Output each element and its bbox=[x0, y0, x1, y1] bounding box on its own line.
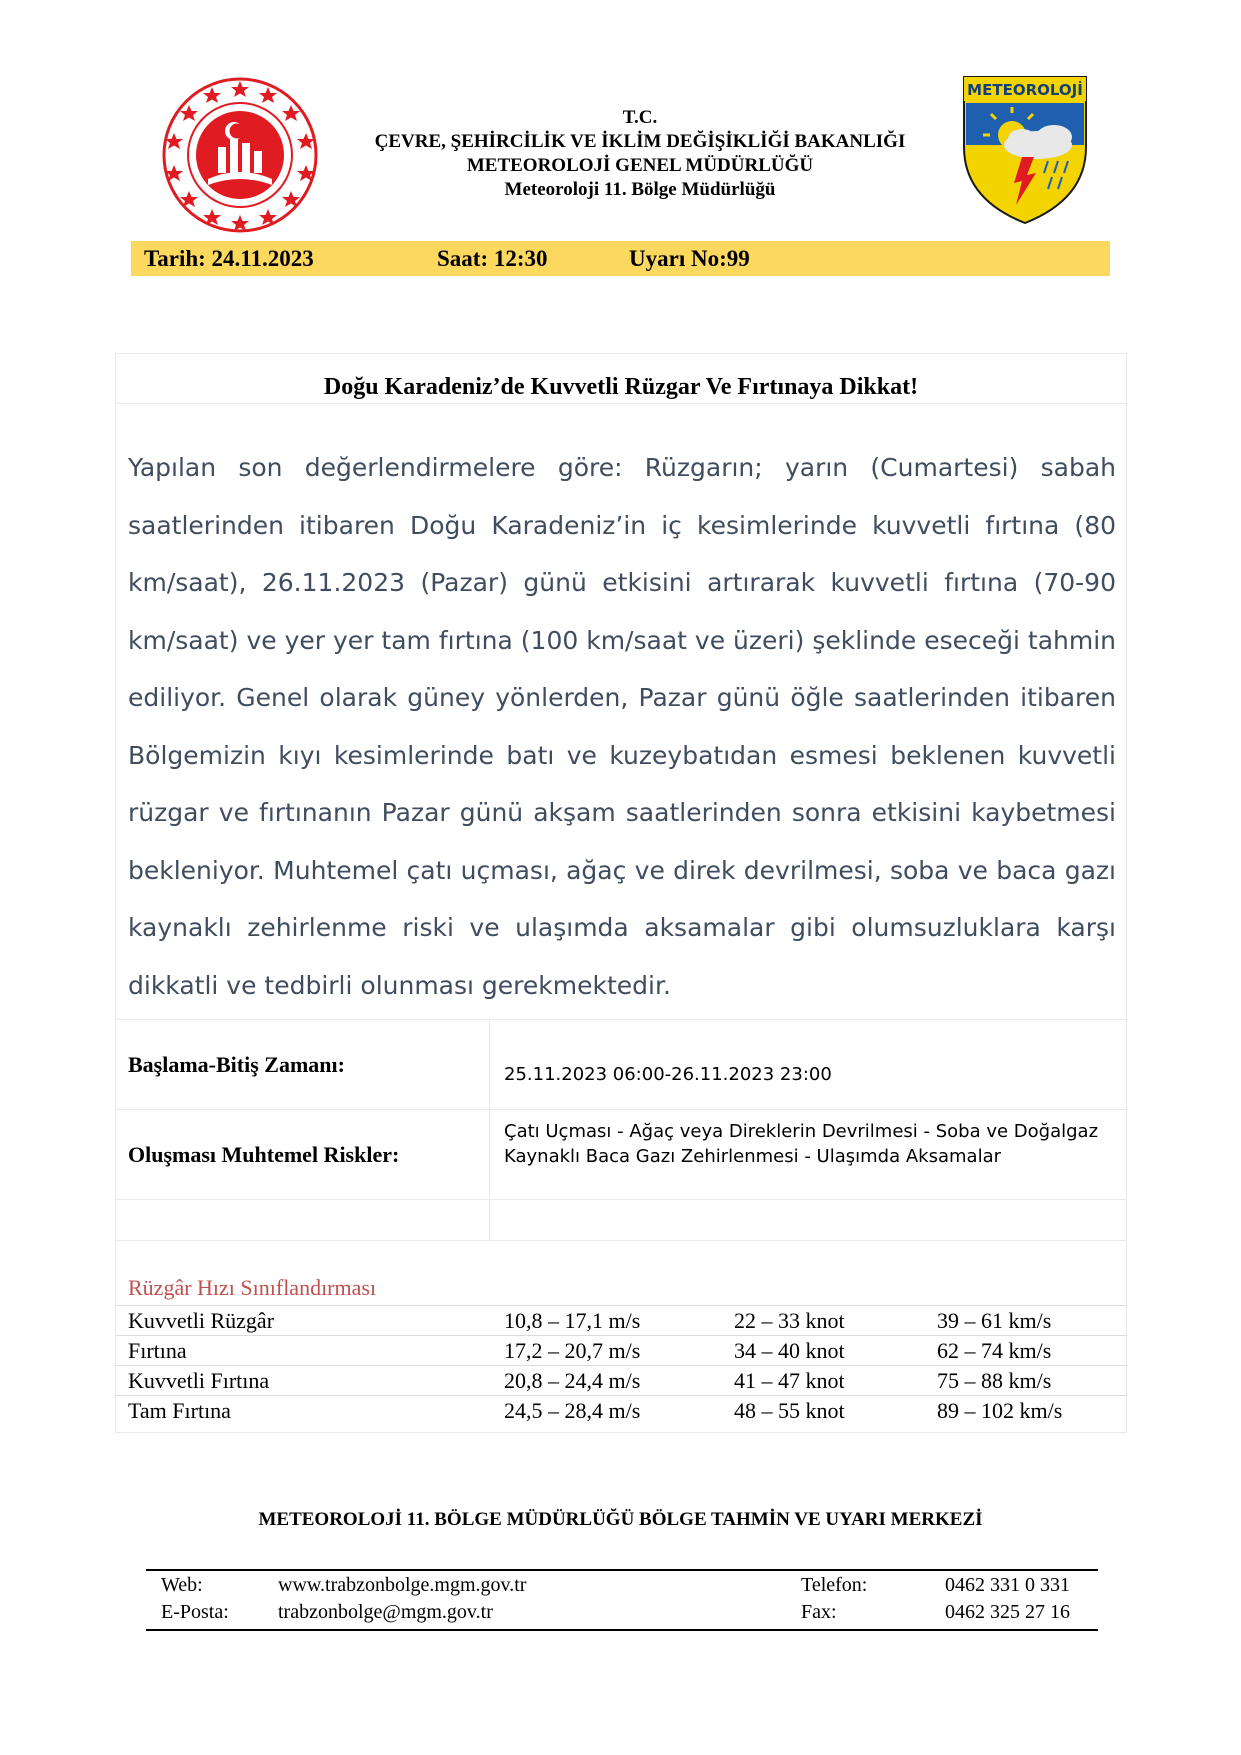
header-tc: T.C. bbox=[622, 107, 658, 128]
header-general-directorate: METEOROLOJİ GENEL MÜDÜRLÜĞÜ bbox=[466, 155, 814, 176]
svg-text:METEOROLOJİ: METEOROLOJİ bbox=[967, 81, 1083, 99]
divider bbox=[115, 1240, 1127, 1241]
wind-speed-kmh: 89 – 102 km/s bbox=[937, 1398, 1063, 1423]
table-row bbox=[115, 1395, 1127, 1433]
phone-value: 0462 331 0 331 bbox=[945, 1574, 1070, 1596]
wind-classification-title: Rüzgâr Hızı Sınıflandırması bbox=[128, 1275, 377, 1300]
divider bbox=[115, 1019, 1127, 1020]
warning-number: Uyarı No:99 bbox=[629, 246, 750, 271]
header-regional-directorate: Meteoroloji 11. Bölge Müdürlüğü bbox=[504, 179, 776, 200]
web-link[interactable]: www.trabzonbolge.mgm.gov.tr bbox=[278, 1574, 527, 1596]
meteorology-logo bbox=[960, 73, 1090, 225]
meteorology-shield-icon bbox=[960, 73, 1090, 225]
fax-label: Fax: bbox=[801, 1601, 837, 1623]
risks-value: Çatı Uçması - Ağaç veya Direklerin Devrilmesi - Soba ve Doğalgaz Kaynaklı Baca Gazı Zehirlenmesi - Ulaşımda Aksamalar bbox=[504, 1121, 1099, 1167]
footer-center-name: METEOROLOJİ 11. BÖLGE MÜDÜRLÜĞÜ BÖLGE TAHMİN VE UYARI MERKEZİ bbox=[258, 1509, 983, 1530]
wind-speed-kmh: 75 – 88 km/s bbox=[937, 1368, 1052, 1393]
table-row bbox=[115, 1365, 1127, 1395]
email-link[interactable]: trabzonbolge@mgm.gov.tr bbox=[278, 1601, 493, 1623]
wind-speed-kmh: 39 – 61 km/s bbox=[937, 1308, 1052, 1333]
wind-class-name: Tam Fırtına bbox=[128, 1398, 231, 1423]
wind-speed-knot: 41 – 47 knot bbox=[734, 1368, 845, 1393]
divider bbox=[115, 1109, 1127, 1110]
ministry-logo bbox=[160, 75, 320, 235]
wind-speed-ms: 17,2 – 20,7 m/s bbox=[504, 1338, 641, 1363]
footer-top-rule bbox=[146, 1569, 1098, 1571]
phone-label: Telefon: bbox=[801, 1574, 868, 1596]
footer-bottom-rule bbox=[146, 1629, 1098, 1631]
wind-class-name: Kuvvetli Rüzgâr bbox=[128, 1308, 275, 1333]
web-label: Web: bbox=[161, 1574, 203, 1596]
table-row bbox=[115, 1335, 1127, 1365]
warning-body: Yapılan son değerlendirmelere göre: Rüzgarın; yarın (Cumartesi) sabah saatlerinden itibaren Doğu Karadeniz’in iç kesimlerinde kuvvetli fırtına (80 km/saat), 26.11.2023 (Pazar) günü etkisini artırarak kuvvetli fırtına (70-90 km/saat) ve yer yer tam fırtına (100 km/saat ve üzeri) şeklinde eseceği tahmin ediliyor. Genel olarak güney yönlerden, Pazar günü öğle saatlerinden itibaren Bölgemizin kıyı kesimlerinde batı ve kuzeybatıdan esmesi beklenen kuvvetli rüzgar ve fırtınanın Pazar günü akşam saatlerinden sonra etkisini kaybetmesi bekleniyor. Muhtemel çatı uçması, ağaç ve direk devrilmesi, soba ve baca gazı kaynaklı zehirlenme riski ve ulaşımda aksamalar gibi olumsuzluklara karşı dikkatli ve tedbirli olunması gerekmektedir. bbox=[128, 453, 1116, 1000]
wind-speed-knot: 48 – 55 knot bbox=[734, 1398, 845, 1423]
divider bbox=[115, 1199, 1127, 1200]
time-label: Saat: 12:30 bbox=[437, 246, 548, 271]
wind-speed-kmh: 62 – 74 km/s bbox=[937, 1338, 1052, 1363]
wind-speed-knot: 22 – 33 knot bbox=[734, 1308, 845, 1333]
divider bbox=[115, 403, 1127, 404]
header-ministry: ÇEVRE, ŞEHİRCİLİK VE İKLİM DEĞİŞİKLİĞİ BAKANLIĞI bbox=[374, 131, 906, 152]
ministry-emblem-icon bbox=[160, 75, 320, 235]
warning-title: Doğu Karadeniz’de Kuvvetli Rüzgar Ve Fırtınaya Dikkat! bbox=[323, 374, 919, 400]
period-value: 25.11.2023 06:00-26.11.2023 23:00 bbox=[504, 1064, 832, 1085]
wind-speed-knot: 34 – 40 knot bbox=[734, 1338, 845, 1363]
wind-class-name: Kuvvetli Fırtına bbox=[128, 1368, 270, 1393]
wind-speed-ms: 24,5 – 28,4 m/s bbox=[504, 1398, 641, 1423]
date-label: Tarih: 24.11.2023 bbox=[144, 246, 314, 271]
risks-label: Oluşması Muhtemel Riskler: bbox=[128, 1142, 400, 1167]
wind-speed-ms: 20,8 – 24,4 m/s bbox=[504, 1368, 641, 1393]
info-bar bbox=[131, 241, 1110, 276]
wind-speed-ms: 10,8 – 17,1 m/s bbox=[504, 1308, 641, 1333]
fax-value: 0462 325 27 16 bbox=[945, 1601, 1070, 1623]
email-label: E-Posta: bbox=[161, 1601, 229, 1623]
wind-class-name: Fırtına bbox=[128, 1338, 187, 1363]
divider bbox=[489, 1019, 490, 1240]
table-row bbox=[115, 1305, 1127, 1335]
period-label: Başlama-Bitiş Zamanı: bbox=[128, 1052, 345, 1077]
